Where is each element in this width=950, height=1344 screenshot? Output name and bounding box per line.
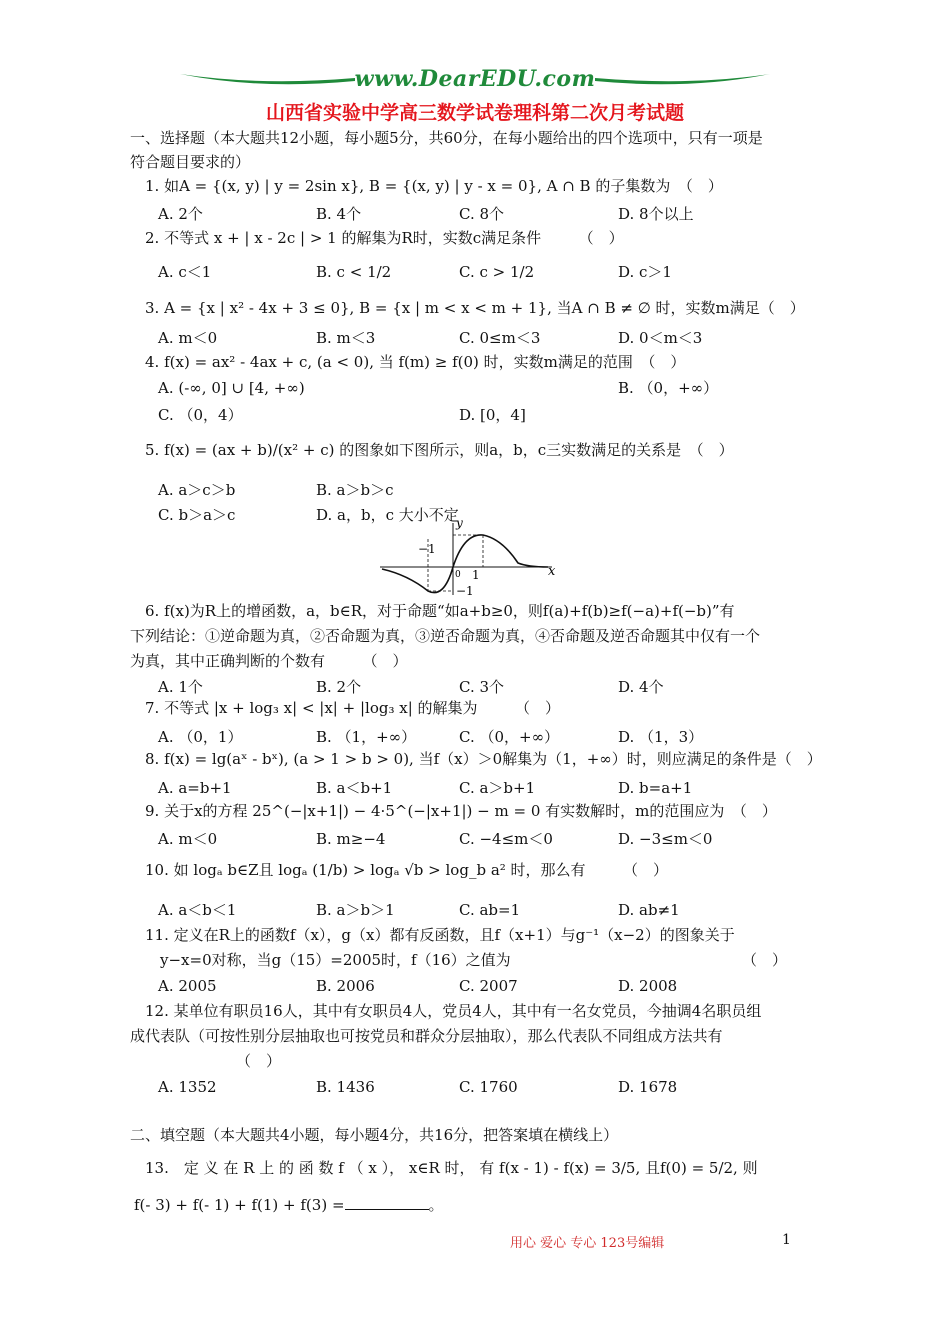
q7-stem: 7. 不等式 |x + log₃ x| < |x| + |log₃ x| 的解集为 （ ）: [145, 699, 561, 717]
q11-option-d: D. 2008: [618, 977, 678, 995]
q5-option-c: C. b＞a＞c: [158, 506, 236, 524]
q6-line-3: 为真，其中正确判断的个数有 （ ）: [130, 652, 408, 670]
q8-option-c: C. a＞b+1: [459, 779, 536, 797]
q10-option-a: A. a＜b＜1: [158, 901, 237, 919]
q2-option-d: D. c＞1: [618, 263, 672, 281]
q6-option-d: D. 4个: [618, 678, 664, 696]
q2-option-a: A. c＜1: [158, 263, 212, 281]
q1-option-d: D. 8个以上: [618, 205, 694, 223]
q1-stem: 1. 如A = {(x, y) | y = 2sin x}, B = {(x, y) | y - x = 0}, A ∩ B 的子集数为 （ ）: [145, 177, 723, 195]
q4-option-b: B. （0，+∞）: [618, 379, 719, 397]
q5-stem: 5. f(x) = (ax + b)/(x² + c) 的图象如下图所示，则a，b，c三实数满足的关系是 （ ）: [145, 441, 734, 459]
q2-option-b: B. c < 1/2: [316, 263, 392, 281]
q12-answer-paren: （ ）: [236, 1052, 282, 1070]
q6-line-1: 6. f(x)为R上的增函数，a，b∈R，对于命题“如a+b≥0，则f(a)+f(b)≥f(−a)+f(−b)”有: [145, 602, 735, 620]
q11-option-c: C. 2007: [459, 977, 518, 995]
q13-end: 。: [428, 1196, 444, 1214]
tick-neg-one-y: −1: [456, 584, 474, 597]
q8-option-b: B. a＜b+1: [316, 779, 393, 797]
q10-option-c: C. ab=1: [459, 901, 521, 919]
q12-option-c: C. 1760: [459, 1078, 518, 1096]
q3-option-d: D. 0＜m＜3: [618, 329, 703, 347]
q4-option-c: C. （0，4）: [158, 406, 243, 424]
q6-option-c: C. 3个: [459, 678, 505, 696]
q12-option-d: D. 1678: [618, 1078, 678, 1096]
q3-option-c: C. 0≤m＜3: [459, 329, 541, 347]
q13-expression: f(- 3) + f(- 1) + f(1) + f(3) =: [134, 1196, 345, 1214]
q13-line-1: 13. 定 义 在 R 上 的 函 数 f （ x ）， x∈R 时， 有 f(x - 1) - f(x) = 3/5, 且f(0) = 5/2, 则: [145, 1159, 758, 1177]
page-number: 1: [782, 1232, 791, 1248]
q11-option-a: A. 2005: [158, 977, 217, 995]
q5-option-a: A. a＞c＞b: [158, 481, 236, 499]
q12-line-1: 12. 某单位有职员16人，其中有女职员4人，党员4人，其中有一名女党员，今抽调4名职员组: [145, 1002, 762, 1020]
q8-stem: 8. f(x) = lg(aˣ - bˣ), (a > 1 > b > 0), 当f（x）＞0解集为（1，+∞）时，则应满足的条件是（ ）: [145, 750, 822, 768]
origin-label: 0: [455, 570, 461, 580]
q10-stem: 10. 如 logₐ b∈Z且 logₐ (1/b) > logₐ √b > log_b a² 时，那么有 （ ）: [145, 861, 669, 879]
x-axis-label: x: [548, 564, 556, 579]
section-two-heading: 二、填空题（本大题共4小题，每小题4分，共16分，把答案填在横线上）: [130, 1126, 619, 1144]
q4-option-d: D. [0，4]: [459, 406, 526, 424]
tick-one-x: 1: [472, 568, 480, 582]
section-one-heading: 一、选择题（本大题共12小题，每小题5分，共60分，在每小题给出的四个选项中，只有一项是 符合题目要求的）: [130, 129, 763, 171]
site-logo: [180, 64, 770, 94]
q13-answer-blank[interactable]: [345, 1195, 429, 1210]
y-axis-label: y: [456, 517, 463, 530]
q11-option-b: B. 2006: [316, 977, 375, 995]
q10-option-b: B. a＞b＞1: [316, 901, 395, 919]
q5-option-d: D. a，b，c 大小不定: [316, 506, 459, 524]
q6-line-2: 下列结论：①逆命题为真，②否命题为真，③逆否命题为真，④否命题及逆否命题其中仅有一个: [130, 627, 761, 645]
page-title: 山西省实验中学高三数学试卷理科第二次月考试题: [265, 102, 684, 124]
q1-option-c: C. 8个: [459, 205, 505, 223]
q6-option-a: A. 1个: [158, 678, 203, 696]
q13-line-2: [134, 1195, 444, 1215]
logo-text: www.DearEDU.com: [354, 66, 596, 92]
q8-option-d: D. b=a+1: [618, 779, 693, 797]
q11-line-1: 11. 定义在R上的函数f（x），g（x）都有反函数，且f（x+1）与g⁻¹（x−2）的图象关于: [145, 926, 735, 944]
q10-option-d: D. ab≠1: [618, 901, 680, 919]
q12-option-b: B. 1436: [316, 1078, 375, 1096]
q9-stem: 9. 关于x的方程 25^(−|x+1|) − 4·5^(−|x+1|) − m = 0 有实数解时，m的范围应为 （ ）: [145, 802, 777, 820]
q3-option-b: B. m＜3: [316, 329, 376, 347]
q5-function-graph: [378, 517, 558, 597]
q2-option-c: C. c > 1/2: [459, 263, 535, 281]
q1-option-a: A. 2个: [158, 205, 203, 223]
q9-option-c: C. −4≤m＜0: [459, 830, 553, 848]
q2-stem: 2. 不等式 x + | x - 2c | > 1 的解集为R时，实数c满足条件 （ ）: [145, 229, 624, 247]
q1-option-b: B. 4个: [316, 205, 362, 223]
q8-option-a: A. a=b+1: [158, 779, 232, 797]
q9-option-a: A. m＜0: [158, 830, 218, 848]
q6-option-b: B. 2个: [316, 678, 362, 696]
q5-option-b: B. a＞b＞c: [316, 481, 394, 499]
tick-neg-one-x: −1: [418, 542, 436, 556]
q12-option-a: A. 1352: [158, 1078, 217, 1096]
q7-option-d: D. （1，3）: [618, 728, 704, 746]
q9-option-b: B. m≥−4: [316, 830, 386, 848]
q7-option-c: C. （0，+∞）: [459, 728, 560, 746]
q4-option-a: A. (-∞, 0] ∪ [4, +∞): [158, 379, 305, 397]
q9-option-d: D. −3≤m＜0: [618, 830, 713, 848]
q3-option-a: A. m＜0: [158, 329, 218, 347]
footer-text: 用心 爱心 专心 123号编辑: [510, 1236, 665, 1251]
q12-line-2: 成代表队（可按性别分层抽取也可按党员和群众分层抽取），那么代表队不同组成方法共有: [130, 1027, 723, 1045]
q4-stem: 4. f(x) = ax² - 4ax + c, (a < 0), 当 f(m) ≥ f(0) 时，实数m满足的范围 （ ）: [145, 353, 686, 371]
q11-line-2: y−x=0对称，当g（15）=2005时，f（16）之值为: [160, 951, 511, 969]
q7-option-b: B. （1，+∞）: [316, 728, 417, 746]
q7-option-a: A. （0，1）: [158, 728, 243, 746]
q11-answer-paren: （ ）: [742, 951, 788, 969]
q3-stem: 3. A = {x | x² - 4x + 3 ≤ 0}, B = {x | m < x < m + 1}, 当A ∩ B ≠ ∅ 时，实数m满足（ ）: [145, 299, 805, 317]
